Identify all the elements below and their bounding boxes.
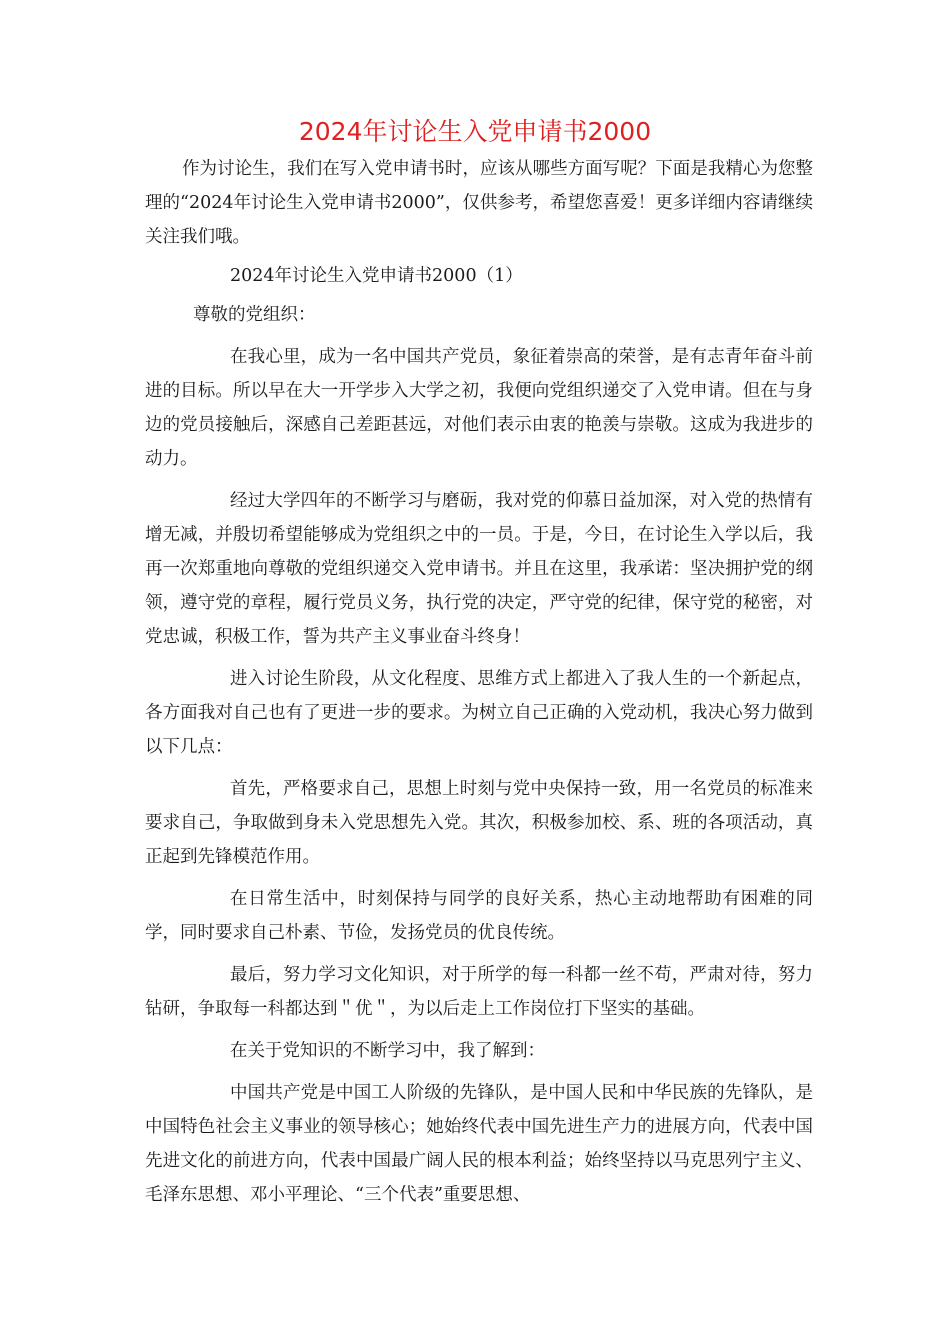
section-subtitle: 2024年讨论生入党申请书2000（1） [230,266,523,286]
document-body [145,152,813,1212]
body-paragraph: 最后，努力学习文化知识，对于所学的每一科都一丝不苟，严肃对待，努力钻研，争取每一科都达到＂优＂，为以后走上工作岗位打下坚实的基础。 [145,965,813,1019]
body-paragraph: 进入讨论生阶段，从文化程度、思维方式上都进入了我人生的一个新起点，各方面我对自己也有了更进一步的要求。为树立自己正确的入党动机，我决心努力做到以下几点： [145,669,813,757]
body-paragraph: 在日常生活中，时刻保持与同学的良好关系，热心主动地帮助有困难的同学，同时要求自己朴素、节俭，发扬党员的优良传统。 [145,889,813,943]
body-paragraph: 经过大学四年的不断学习与磨砺，我对党的仰慕日益加深，对入党的热情有增无减，并殷切希望能够成为党组织之中的一员。于是，今日，在讨论生入学以后，我再一次郑重地向尊敬的党组织递交入党申请书。并且在这里，我承诺：坚决拥护党的纲领，遵守党的章程，履行党员义务，执行党的决定，严守党的纪律，保守党的秘密，对党忠诚，积极工作，誓为共产主义事业奋斗终身！ [145,491,813,647]
body-paragraph: 在关于党知识的不断学习中，我了解到： [230,1041,545,1061]
intro-paragraph: 作为讨论生，我们在写入党申请书时，应该从哪些方面写呢？下面是我精心为您整理的“2024年讨论生入党申请书2000”，仅供参考，希望您喜爱！更多详细内容请继续关注我们哦。 [145,159,813,247]
body-paragraph: 在我心里，成为一名中国共产党员，象征着崇高的荣誉，是有志青年奋斗前进的目标。所以早在大一开学步入大学之初，我便向党组织递交了入党申请。但在与身边的党员接触后，深感自己差距甚远，对他们表示由衷的艳羡与崇敬。这成为我进步的动力。 [145,347,813,469]
body-paragraph: 中国共产党是中国工人阶级的先锋队，是中国人民和中华民族的先锋队，是中国特色社会主义事业的领导核心；她始终代表中国先进生产力的进展方向，代表中国先进文化的前进方向，代表中国最广阔人民的根本利益；始终坚持以马克思列宁主义、毛泽东思想、邓小平理论、“三个代表”重要思想、 [145,1083,813,1205]
document-title: 2024年讨论生入党申请书2000 [298,117,652,146]
salutation: 尊敬的党组织： [193,305,316,325]
body-paragraph: 首先，严格要求自己，思想上时刻与党中央保持一致，用一名党员的标准来要求自己，争取做到身未入党思想先入党。其次，积极参加校、系、班的各项活动，真正起到先锋模范作用。 [145,779,813,867]
